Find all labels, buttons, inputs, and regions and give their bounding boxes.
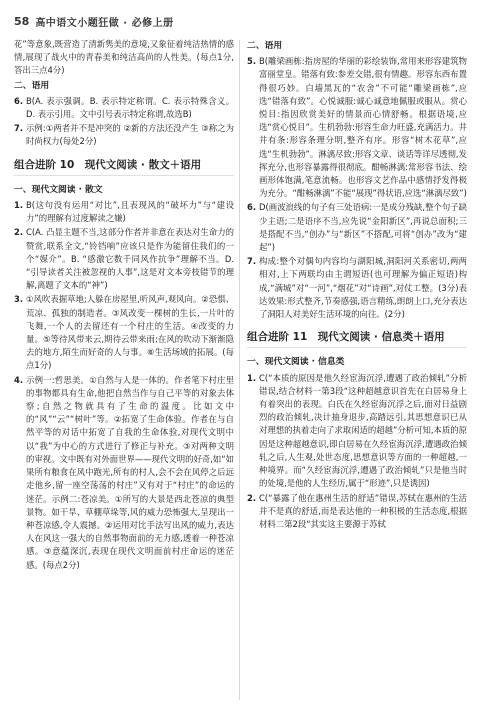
answer-text: C(A. 凸显主题不当,这部分作者并非意在表达对生命力的赞赏,联系全文,“铃铛响”应该只是作为能留住我们的一个“媒介”。B. “感激它数千同风作抗争”理解不当。D. “引导读者关注被忽视的人事”,这是对文本旁枝错节的理解,离题了文本的“神”) (26, 227, 234, 291)
group-title-11: 组合进阶 11 现代文阅读 · 信息类＋语用 (247, 331, 467, 348)
section-heading-prose: 一、现代文阅读 · 散文 (14, 184, 103, 195)
answer-text: 构成:整个对偶句内容均与湖阳城,洞阳河关系密切,两两相对,上下两联均由主谓短语(也可理解为偏正短语)构成,“满城”对“一河”,“烟花”对“诗画”,对仗工整。(3分)表达效果:形式整齐,节奏感强,语言精练,朗朗上口,充分表达了洞阳人对美好生活环境的向往。(2分) (259, 256, 467, 320)
answer-list-d (247, 372, 467, 531)
answer-number: 3. (14, 294, 24, 305)
answer-text: D(画波浪线的句子有三处语病:一是成分残缺,整个句子缺少主语;二是语序不当,应先说“金阳新区”,再说总面积;三是搭配不当,“创办”与“新区”不搭配,可将“创办”改为“建起”) (259, 202, 467, 253)
left-column (14, 38, 234, 703)
answer-number: 2. (14, 227, 24, 238)
answer-item (247, 372, 467, 491)
answer-number: 6. (247, 202, 257, 213)
answer-text: 示例一:哲思美。①自然与人是一体的。作者笔下村庄里的事物都具有生命,他把自然当作与自己平等的对象去体察;自然之物就具有了生命的温度。比如文中的“风”“云”“树叶”等。②拓宽了生命体验。作者在与自然平等的对话中拓宽了自我的生命体验,对现代文明中以“我”为中心的方式进行了修正与补充。③对两种文明的审视。文中既有对外面世界——现代文明的好奇,如“如果所有粮食在风中跑光,所有的村人,会不会在风停之后远走他乡,留一座空荡荡的村庄”又有对于“村庄”的命运的迷茫。示例二:苍凉美。①所写的大景是西北苍凉的典型景物。如干旱、草棚草垛等,风的威力恐怖强大,呈现出一种苍凉感,令人震撼。②运用对比手法写出风的威力,表达人在风这一强大的自然事物面前的无力感,透着一种苍凉感。③意蕴深沉,表现在现代文明面前村庄命运的迷茫感。(每点2分) (26, 374, 234, 570)
answer-item (14, 226, 234, 292)
answer-item (14, 95, 234, 121)
answer-text: ①风吹表掘草地;人躲在房屋里,听风声,观风向。②恐惧、荒凉、孤独的制造者。③风改变一棵树的生长,一片叶的飞舞,一个人的去留还有一个村庄的生活。④改变的力量。⑤等待风带来云,期待云带来雨;在风的吹动下渐渐隐去的地方,陌生而好奇的人与事。⑥生活场域的拓展。(每点1分) (26, 294, 234, 371)
answer-item (14, 374, 234, 572)
answer-number: 4. (14, 374, 24, 385)
answer-item (247, 55, 467, 200)
answer-item (14, 293, 234, 372)
answer-list-a (14, 95, 234, 149)
answer-number: 2. (247, 492, 257, 503)
answer-text: B(雕梁画栋:指房屋的华丽的彩绘装饰,常用来形容建筑物富丽堂皇。错落有致:参差交错,很有情趣。形容东西布置得很巧妙。白墙黑瓦的“农舍”不可能“雕梁画栋”,应选“错落有致”。心悦诚服:诚心诚意地佩服或服从。赏心悦目:指因欣赏美好的情景而心情舒畅。根据语境,应选“赏心悦目”。生机勃勃:形容生命力旺盛,充满活力。井井有条:形容条理分明,整齐有序。形容“树木花草”,应选“生机勃勃”。淋漓尽致:形容文章、谈话等详尽透彻,发挥充分,也形容暴露得很彻底。酣畅淋漓:常形容书法、绘画形体饱满,笔意流畅。也形容文艺作品中感情抒发得极为充分。“酣畅淋漓”不能“展现”得状语,应选“淋漓尽致”) (259, 56, 467, 199)
answer-number: 7. (14, 123, 24, 134)
answer-item (14, 122, 234, 148)
answer-number: 6. (14, 95, 24, 106)
answer-item (247, 201, 467, 254)
answer-number: 7. (247, 256, 257, 267)
answer-text: C(“本质的原因是他久经宦海沉浮,遭遇了政治倾轧”分析错误,结合材料一第3段“这种超越意识首先在白居易身上有着突出的表现。白氏在久经宦海沉浮之后,面对日益剧烈的政治倾轧,决计抽身退步,高踏远引,其思想意识已从对理想的执着走向了求取闲适的超越”分析可知,本质的原因是这种超越意识,即白居易在久经宦海沉浮,遭遇政治倾轧之后,人生观,处世态度,思想意识等方面的一种超越,一种境界。而“久经宦海沉浮,遭遇了政治倾轧”只是他当时的处境,是他的人生经历,属于“形迹”,只是诱因) (259, 372, 467, 489)
answer-text: C(“暴露了他在惠州生活的舒适”错误,苏轼在惠州的生活并不是真的舒适,而是表达他的一种积极的生活态度,根据材料二第2段“其实这主要源于苏轼 (259, 492, 467, 529)
section-heading-informational: 一、现代文阅读 · 信息类 (247, 357, 345, 368)
page-number: 58 (14, 14, 30, 28)
answer-text: B(这句没有运用“对比”,且表现风的“破坏力”与“建设力”的理解有过度解读之嫌) (26, 200, 234, 224)
right-column (247, 38, 467, 703)
column-divider (239, 40, 240, 700)
answer-text: 示例:①两者并不是冲突的 ②新的方法还没产生 ③称之为时尚权力(每处2分) (26, 123, 234, 147)
section-heading-language-use: 二、语用 (14, 80, 50, 91)
page-header (14, 10, 466, 32)
continued-answer: 花”等意象,既营造了清新隽美的意境,又象征着纯洁热情的感情,展现了战火中的青春美和纯洁高尚的人性美。(每点1分,答出三点4分) (14, 39, 234, 76)
answer-text: B(A. 表示强调。B. 表示特定称谓。C. 表示特殊含义。D. 表示引用。文中引号表示特定称谓,故选B) (26, 95, 234, 120)
answer-item (14, 199, 234, 225)
answer-number: 1. (247, 372, 257, 383)
group-title-10: 组合进阶 10 现代文阅读 · 散文＋语用 (14, 159, 234, 176)
answer-item (247, 492, 467, 532)
book-title: 高中语文小题狂做 · 必修上册 (35, 17, 174, 29)
answer-list-c (247, 55, 467, 321)
section-heading-language-use: 二、语用 (247, 41, 283, 51)
answer-number: 1. (14, 200, 24, 211)
answer-item (247, 255, 467, 321)
answer-number: 5. (247, 56, 257, 67)
answer-list-b (14, 199, 234, 572)
